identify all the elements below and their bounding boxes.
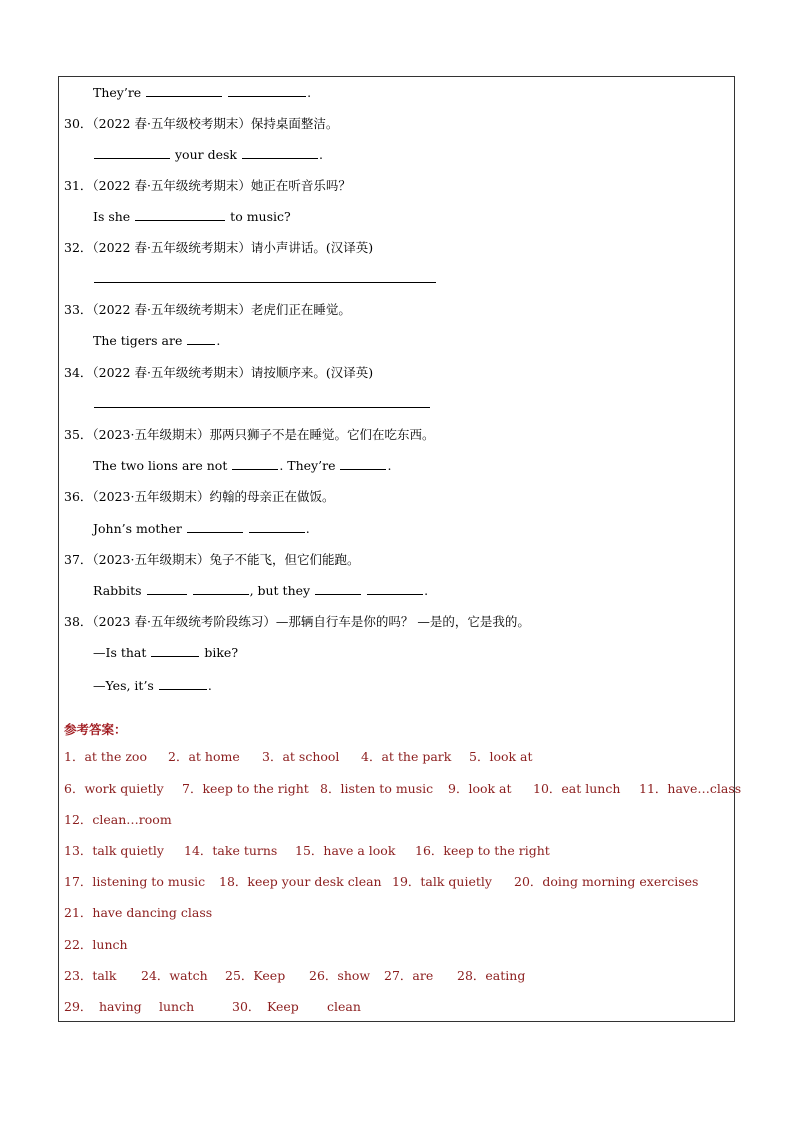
q33-text: The tigers are — [93, 333, 183, 348]
q30-text: your desk — [174, 147, 237, 162]
q35-text: The two lions are not — [93, 458, 228, 473]
q37-text: Rabbits — [93, 583, 142, 598]
q37-text: , but they — [249, 583, 311, 598]
blank[interactable] — [367, 583, 423, 595]
question-text: （2022 春·五年级校考期末）保持桌面整洁。 — [92, 116, 339, 131]
answer-item: 29． — [64, 999, 93, 1014]
q38-text: —Is that — [93, 645, 147, 660]
question-text: （2023·五年级期末）约翰的母亲正在做饭。 — [92, 489, 335, 504]
question-number: 31． — [64, 178, 93, 193]
q34-question — [64, 365, 373, 381]
q38-question — [64, 614, 530, 630]
answer-item: 27．are — [384, 968, 434, 983]
q31-text: Is she — [93, 209, 131, 224]
question-number: 33． — [64, 302, 93, 317]
answers-row — [64, 843, 550, 859]
answer-item: 8．listen to music — [320, 781, 434, 796]
blank[interactable] — [135, 209, 225, 221]
q37-question — [64, 552, 359, 568]
answer-item: 13．talk quietly — [64, 843, 164, 858]
answer-item: 21．have dancing class — [64, 905, 213, 920]
blank[interactable] — [94, 396, 430, 408]
q31-text: to music? — [230, 209, 291, 224]
q38-text: —Yes, it’s — [93, 678, 154, 693]
blank[interactable] — [94, 271, 436, 283]
answer-item: 20．doing morning exercises — [514, 874, 699, 889]
answer-item: 16．keep to the right — [415, 843, 550, 858]
q33-answer-line — [93, 333, 220, 349]
punct: . — [387, 458, 392, 473]
blank[interactable] — [242, 147, 318, 159]
question-number: 34． — [64, 365, 93, 380]
question-text: （2022 春·五年级统考期末）她正在听音乐吗？ — [92, 178, 351, 193]
answer-item: 23．talk — [64, 968, 117, 983]
answer-item: 4．at the park — [361, 749, 452, 764]
q31-question — [64, 178, 351, 194]
question-number: 30． — [64, 116, 93, 131]
punct: . — [424, 583, 429, 598]
answer-item: 14．take turns — [184, 843, 278, 858]
punct: . — [307, 85, 312, 100]
question-text: （2022 春·五年级统考期末）请小声讲话。(汉译英) — [92, 240, 374, 255]
question-text: （2023 春·五年级统考阶段练习）—那辆自行车是你的吗？ —是的，它是我的。 — [92, 614, 530, 629]
punct: . — [305, 521, 310, 536]
answer-item: 17．listening to music — [64, 874, 206, 889]
blank[interactable] — [193, 583, 249, 595]
answer-item: 22．lunch — [64, 937, 128, 952]
question-number: 35． — [64, 427, 93, 442]
question-number: 37． — [64, 552, 93, 567]
blank[interactable] — [187, 333, 215, 345]
answer-item: 10．eat lunch — [533, 781, 621, 796]
q34-answer-line — [93, 396, 431, 412]
answer-item: 3．at school — [262, 749, 340, 764]
answer-item: 18．keep your desk clean — [219, 874, 382, 889]
blank[interactable] — [315, 583, 361, 595]
question-number: 38． — [64, 614, 93, 629]
blank[interactable] — [232, 458, 278, 470]
answer-item: 28．eating — [457, 968, 526, 983]
blank[interactable] — [147, 583, 187, 595]
answer-item: 1．at the zoo — [64, 749, 147, 764]
q36-answer-line — [93, 521, 310, 537]
blank[interactable] — [228, 85, 306, 97]
q35-text: . They’re — [279, 458, 336, 473]
q37-answer-line — [93, 583, 428, 599]
q32-answer-line — [93, 271, 437, 287]
answer-item: 25．Keep — [225, 968, 286, 983]
blank[interactable] — [187, 521, 243, 533]
question-text: （2023·五年级期末）那两只狮子不是在睡觉。它们在吃东西。 — [92, 427, 435, 442]
q31-answer-line — [93, 209, 291, 225]
q30-answer-line — [93, 147, 323, 163]
answer-item: clean — [327, 999, 361, 1014]
answer-item: 30． — [232, 999, 261, 1014]
punct: . — [216, 333, 221, 348]
answer-item: 2．at home — [168, 749, 240, 764]
answers-title: 参考答案： — [64, 722, 127, 737]
question-text: （2023·五年级期末）兔子不能飞，但它们能跑。 — [92, 552, 360, 567]
punct: . — [318, 147, 323, 162]
blank[interactable] — [340, 458, 386, 470]
q35-question — [64, 427, 434, 443]
q29-text: They’re — [93, 85, 142, 100]
answer-item: 5．look at — [469, 749, 533, 764]
blank[interactable] — [159, 678, 207, 690]
answer-item: 24．watch — [141, 968, 208, 983]
q29-answer-line — [93, 85, 311, 101]
punct: . — [207, 678, 212, 693]
answers-row — [64, 812, 172, 828]
answer-item: 6．work quietly — [64, 781, 164, 796]
q30-question — [64, 116, 338, 132]
q36-question — [64, 489, 334, 505]
q38-answer-line-1 — [93, 645, 238, 661]
answer-item: 7．keep to the right — [182, 781, 309, 796]
question-text: （2022 春·五年级统考期末）老虎们正在睡觉。 — [92, 302, 351, 317]
answer-item: 12．clean…room — [64, 812, 172, 827]
q38-answer-line-2 — [93, 678, 212, 694]
answer-item: 26．show — [309, 968, 371, 983]
blank[interactable] — [146, 85, 222, 97]
question-number: 32． — [64, 240, 93, 255]
answers-row — [64, 999, 361, 1015]
answers-row — [64, 905, 212, 921]
answer-item: 19．talk quietly — [392, 874, 492, 889]
q35-answer-line — [93, 458, 391, 474]
answers-row — [64, 749, 533, 765]
answers-row — [64, 874, 698, 890]
blank[interactable] — [94, 147, 170, 159]
answers-row — [64, 968, 525, 984]
q33-question — [64, 302, 351, 318]
question-number: 36． — [64, 489, 93, 504]
answer-item: 11．have…class — [639, 781, 742, 796]
q36-text: John’s mother — [93, 521, 182, 536]
blank[interactable] — [249, 521, 305, 533]
q32-question — [64, 240, 373, 256]
answers-row — [64, 937, 128, 953]
answer-item: having — [99, 999, 142, 1014]
blank[interactable] — [151, 645, 199, 657]
q38-text: bike? — [204, 645, 239, 660]
question-text: （2022 春·五年级统考期末）请按顺序来。(汉译英) — [92, 365, 374, 380]
answers-row — [64, 781, 741, 797]
answer-item: 15．have a look — [295, 843, 396, 858]
answer-item: 9．look at — [448, 781, 512, 796]
answer-item: lunch — [159, 999, 195, 1014]
answer-item: Keep — [267, 999, 299, 1014]
